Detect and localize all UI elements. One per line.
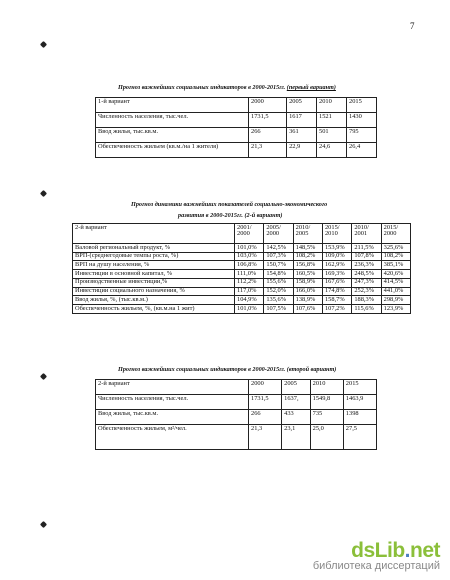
- cell: 135,6%: [264, 296, 293, 305]
- cell: 26,4: [347, 143, 377, 158]
- header-text: 2000: [383, 230, 397, 238]
- cell: 112,2%: [235, 278, 264, 287]
- cell: 107,8%: [352, 252, 381, 261]
- row-label: Ввод жилья, %, (тыс.кв.м.): [73, 296, 235, 305]
- cell: 1430: [347, 113, 377, 128]
- table-row: [96, 395, 377, 410]
- table2-caption-line2: развития в 2000-2015гг. (2-й вариант): [178, 212, 283, 219]
- header-cell: 2000: [249, 380, 282, 395]
- cell: 153,9%: [322, 244, 351, 253]
- margin-mark: [40, 190, 47, 197]
- cell: 148,5%: [293, 244, 322, 253]
- watermark-brand: dsLib: [351, 539, 405, 562]
- cell: 795: [347, 128, 377, 143]
- table-row: [96, 143, 377, 158]
- header-cell: [381, 224, 410, 244]
- row-label: ВРП-(среднегодовые темпы роста, %): [73, 252, 235, 261]
- cell: 150,7%: [264, 261, 293, 270]
- header-cell: [322, 224, 351, 244]
- header-cell: [352, 224, 381, 244]
- header-cell: 2005: [287, 98, 317, 113]
- cell: 111,0%: [235, 270, 264, 279]
- cell: 107,5%: [264, 305, 293, 314]
- header-text: 2010: [324, 230, 338, 238]
- cell: 501: [317, 128, 347, 143]
- cell: 101,0%: [235, 244, 264, 253]
- cell: 107,6%: [293, 305, 322, 314]
- table-row: [73, 244, 411, 253]
- table-header-row: [96, 98, 377, 113]
- header-text: 2001/: [237, 223, 252, 231]
- table2-caption-line1: Прогноз динамики важнейших показателей социально-экономического: [131, 201, 328, 208]
- table1-caption-main: Прогноз важнейших социальных индикаторов в 2000-2015гг.: [118, 84, 286, 91]
- table-row: [73, 270, 411, 279]
- cell: 325,6%: [381, 244, 410, 253]
- cell: 1521: [317, 113, 347, 128]
- cell: 433: [282, 410, 310, 425]
- table-row: [96, 113, 377, 128]
- cell: 160,5%: [293, 270, 322, 279]
- table-header-row: [73, 224, 411, 244]
- margin-mark: [40, 41, 47, 48]
- cell: 1731,5: [249, 395, 282, 410]
- header-text: 2005/: [266, 223, 281, 231]
- table-row: [73, 278, 411, 287]
- margin-mark: [40, 373, 47, 380]
- header-cell: [73, 224, 235, 244]
- cell: 22,9: [287, 143, 317, 158]
- cell: 236,3%: [352, 261, 381, 270]
- row-label: Ввод жилья, тыс.кв.м.: [96, 128, 249, 143]
- cell: 441,0%: [381, 287, 410, 296]
- row-label: Производственные инвестиции,%: [73, 278, 235, 287]
- cell: 166,0%: [293, 287, 322, 296]
- cell: 414,5%: [381, 278, 410, 287]
- table-row: [73, 287, 411, 296]
- header-text: 2010/: [354, 223, 369, 231]
- cell: 1731,5: [249, 113, 287, 128]
- cell: 248,5%: [352, 270, 381, 279]
- table3-caption: Прогноз важнейших социальных индикаторов в 2000-2015гг. (второй вариант): [118, 366, 337, 373]
- page-number: 7: [410, 21, 415, 31]
- table-row: [73, 261, 411, 270]
- cell: 108,2%: [381, 252, 410, 261]
- cell: 109,0%: [322, 252, 351, 261]
- header-cell: 2-й вариант: [96, 380, 249, 395]
- cell: 252,3%: [352, 287, 381, 296]
- cell: 21,3: [249, 143, 287, 158]
- cell: 142,5%: [264, 244, 293, 253]
- header-text: 2000: [266, 230, 280, 238]
- header-cell: [264, 224, 293, 244]
- cell: 154,8%: [264, 270, 293, 279]
- table-row: [96, 410, 377, 425]
- table3: [95, 379, 377, 450]
- cell: 1463,9: [343, 395, 376, 410]
- cell: 158,7%: [322, 296, 351, 305]
- cell: 735: [310, 410, 343, 425]
- header-text: 2015/: [324, 223, 340, 231]
- header-text: 2015/: [383, 223, 399, 231]
- table-header-row: [96, 380, 377, 395]
- cell: 104,9%: [235, 296, 264, 305]
- cell: 117,0%: [235, 287, 264, 296]
- cell: 24,6: [317, 143, 347, 158]
- cell: 123,9%: [381, 305, 410, 314]
- cell: 162,9%: [322, 261, 351, 270]
- watermark: [313, 539, 440, 572]
- cell: 169,3%: [322, 270, 351, 279]
- margin-mark: [40, 521, 47, 528]
- header-text: 2-й вариант: [75, 223, 107, 231]
- watermark-dot: .: [404, 539, 410, 562]
- row-label: Валовой региональный продукт, %: [73, 244, 235, 253]
- header-cell: 1-й вариант: [96, 98, 249, 113]
- row-label: Численность населения, тыс.чел.: [96, 113, 249, 128]
- table-row: [96, 128, 377, 143]
- row-label: Инвестиции социального назначения, %: [73, 287, 235, 296]
- table1-caption: [118, 84, 336, 91]
- header-cell: 2000: [249, 98, 287, 113]
- cell: 155,6%: [264, 278, 293, 287]
- header-text: 2001: [354, 230, 368, 238]
- table-row: [73, 296, 411, 305]
- cell: 361: [287, 128, 317, 143]
- cell: 101,0%: [235, 305, 264, 314]
- cell: 1617: [287, 113, 317, 128]
- row-label: Обеспеченность жильем (кв.м./на 1 жителя): [96, 143, 249, 158]
- header-cell: 2010: [317, 98, 347, 113]
- row-label: Обеспеченность жильем, %, (кв.м.на 1 жит): [73, 305, 235, 314]
- cell: 152,0%: [264, 287, 293, 296]
- watermark-tld: net: [410, 539, 440, 562]
- row-label: Ввод жилья, тыс.кв.м.: [96, 410, 249, 425]
- cell: 420,6%: [381, 270, 410, 279]
- cell: 188,3%: [352, 296, 381, 305]
- cell: 1398: [343, 410, 376, 425]
- row-label: ВРП на душу населения, %: [73, 261, 235, 270]
- cell: 25,0: [310, 425, 343, 450]
- cell: 107,2%: [322, 305, 351, 314]
- cell: 167,6%: [322, 278, 351, 287]
- cell: 107,3%: [264, 252, 293, 261]
- row-label: Обеспеченность жильем, м²/чел.: [96, 425, 249, 450]
- cell: 174,8%: [322, 287, 351, 296]
- table1-caption-variant: (первый вариант): [286, 84, 336, 91]
- cell: 1637,: [282, 395, 310, 410]
- cell: 103,0%: [235, 252, 264, 261]
- table-row: [96, 425, 377, 450]
- cell: 266: [249, 410, 282, 425]
- cell: 23,1: [282, 425, 310, 450]
- header-cell: 2015: [343, 380, 376, 395]
- header-text: 2010/: [295, 223, 311, 231]
- cell: 158,9%: [293, 278, 322, 287]
- cell: 106,8%: [235, 261, 264, 270]
- cell: 247,3%: [352, 278, 381, 287]
- cell: 156,8%: [293, 261, 322, 270]
- cell: 115,6%: [352, 305, 381, 314]
- header-cell: 2015: [347, 98, 377, 113]
- cell: 266: [249, 128, 287, 143]
- header-cell: [235, 224, 264, 244]
- watermark-subtitle: библиотека диссертаций: [312, 560, 440, 572]
- cell: 298,9%: [381, 296, 410, 305]
- table2: [72, 223, 411, 314]
- table1: [95, 97, 377, 158]
- table-row: [73, 252, 411, 261]
- header-cell: 2005: [282, 380, 310, 395]
- cell: 1549,8: [310, 395, 343, 410]
- row-label: Инвестиции в основной капитал, %: [73, 270, 235, 279]
- cell: 108,2%: [293, 252, 322, 261]
- cell: 385,1%: [381, 261, 410, 270]
- header-cell: 2010: [310, 380, 343, 395]
- row-label: Численность населения, тыс.чел.: [96, 395, 249, 410]
- cell: 27,5: [343, 425, 376, 450]
- cell: 138,9%: [293, 296, 322, 305]
- cell: 21,3: [249, 425, 282, 450]
- header-cell: [293, 224, 322, 244]
- table-row: [73, 305, 411, 314]
- header-text: 2005: [295, 230, 309, 238]
- header-text: 2000: [237, 230, 250, 238]
- cell: 211,5%: [352, 244, 381, 253]
